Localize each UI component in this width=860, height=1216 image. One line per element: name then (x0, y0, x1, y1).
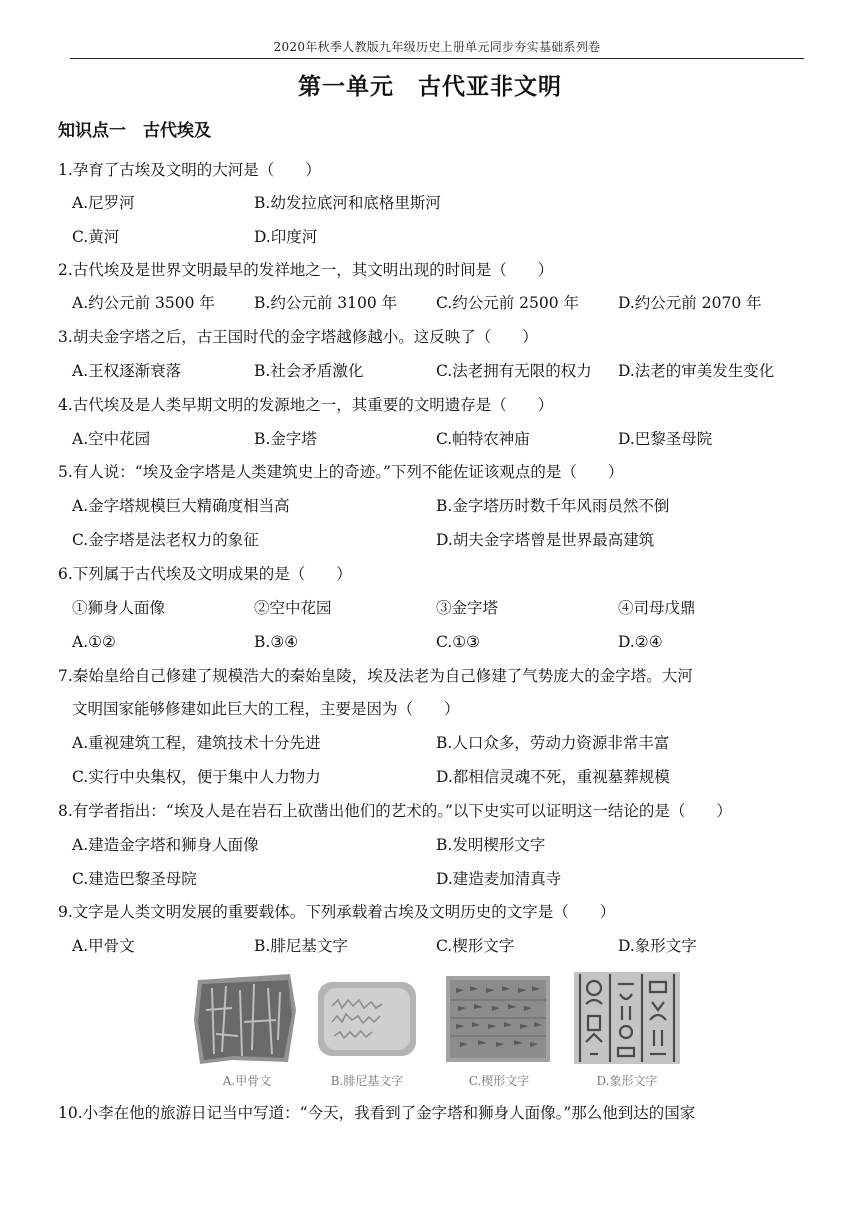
option-c: C.金字塔是法老权力的象征 (72, 531, 259, 549)
option-c: C.实行中央集权，便于集中人力物力 (72, 768, 321, 786)
question-stem: 5.有人说：“埃及金字塔是人类建筑史上的奇迹。”下列不能佐证该观点的是（ ） (58, 463, 624, 481)
option-d: D.胡夫金字塔曾是世界最高建筑 (436, 531, 655, 549)
option-b: B.发明楔形文字 (436, 836, 546, 854)
option-d: D.巴黎圣母院 (618, 430, 713, 448)
option-a: A.建造金字塔和狮身人面像 (72, 836, 259, 854)
option-c: C.楔形文字 (436, 937, 515, 955)
option-a: A.尼罗河 (72, 194, 135, 212)
option-c: C.法老拥有无限的权力 (436, 362, 592, 380)
question-stem: 2.古代埃及是世界文明最早的发祥地之一，其文明出现的时间是（ ） (58, 261, 554, 279)
figure-caption: D.象形文字 (596, 1074, 658, 1088)
option-b: B.幼发拉底河和底格里斯河 (254, 194, 441, 212)
option-a: A.金字塔规模巨大精确度相当高 (72, 497, 290, 515)
statement-1: ①狮身人面像 (72, 599, 166, 617)
cuneiform-tablet-image (444, 970, 554, 1066)
option-d: D.都相信灵魂不死，重视墓葬规模 (436, 768, 670, 786)
option-b: B.金字塔 (254, 430, 317, 448)
figure-caption: B.腓尼基文字 (330, 1074, 404, 1088)
option-d: D.象形文字 (618, 937, 697, 955)
option-b: B.腓尼基文字 (254, 937, 348, 955)
option-c: C.约公元前 2500 年 (436, 294, 580, 312)
option-b: B.约公元前 3100 年 (254, 294, 398, 312)
statement-3: ③金字塔 (436, 599, 499, 617)
option-a: A.空中花园 (72, 430, 151, 448)
question-stem: 8.有学者指出：“埃及人是在岩石上砍凿出他们的艺术的。”以下史实可以证明这一结论的是（ ） (58, 802, 732, 820)
script-illustrations (192, 970, 682, 1092)
option-a: A.甲骨文 (72, 937, 135, 955)
question-stem: 3.胡夫金字塔之后，古王国时代的金字塔越修越小。这反映了（ ） (58, 328, 538, 346)
question-stem: 10.小李在他的旅游日记当中写道：“今天，我看到了金字塔和狮身人面像。”那么他到达的国家 (58, 1104, 696, 1122)
option-d: D.约公元前 2070 年 (618, 294, 762, 312)
option-d: D.印度河 (254, 228, 318, 246)
statement-2: ②空中花园 (254, 599, 332, 617)
figure-caption: A.甲骨文 (222, 1074, 272, 1088)
question-stem: 7.秦始皇给自己修建了规模浩大的秦始皇陵，埃及法老为自己修建了气势庞大的金字塔。大河 (58, 667, 693, 685)
option-c: C.黄河 (72, 228, 120, 246)
option-b: B.社会矛盾激化 (254, 362, 364, 380)
option-d: D.建造麦加清真寺 (436, 870, 562, 888)
hieroglyph-script-figure (572, 970, 682, 1092)
option-b: B.金字塔历时数千年风雨员然不倒 (436, 497, 670, 515)
option-d: D.②④ (618, 633, 663, 651)
phoenician-tablet-image (312, 970, 422, 1066)
figure-caption: C.楔形文字 (468, 1074, 530, 1088)
question-stem: 1.孕育了古埃及文明的大河是（ ） (58, 161, 321, 179)
option-c: C.建造巴黎圣母院 (72, 870, 197, 888)
option-c: C.①③ (436, 633, 481, 651)
unit-title: 第一单元 古代亚非文明 (298, 74, 562, 100)
option-a: A.重视建筑工程，建筑技术十分先进 (72, 734, 321, 752)
question-stem: 4.古代埃及是人类早期文明的发源地之一，其重要的文明遗存是（ ） (58, 396, 554, 414)
oracle-bone-image (192, 970, 302, 1066)
option-b: B.③④ (254, 633, 299, 651)
question-stem: 6.下列属于古代埃及文明成果的是（ ） (58, 565, 352, 583)
question-stem-continued: 文明国家能够修建如此巨大的工程，主要是因为（ ） (72, 700, 460, 718)
oracle-bone-script-figure (192, 970, 302, 1092)
question-stem: 9.文字是人类文明发展的重要载体。下列承载着古埃及文明历史的文字是（ ） (58, 903, 616, 921)
header-rule (70, 58, 804, 59)
cuneiform-script-figure (444, 970, 554, 1092)
statement-4: ④司母戊鼎 (618, 599, 696, 617)
option-d: D.法老的审美发生变化 (618, 362, 775, 380)
phoenician-script-figure (312, 970, 422, 1092)
option-a: A.约公元前 3500 年 (72, 294, 215, 312)
option-b: B.人口众多，劳动力资源非常丰富 (436, 734, 670, 752)
hieroglyph-stone-image (572, 970, 682, 1066)
running-header: 2020年秋季人教版九年级历史上册单元同步夯实基础系列卷 (273, 40, 601, 54)
option-c: C.帕特农神庙 (436, 430, 530, 448)
section-heading: 知识点一 古代埃及 (58, 121, 211, 141)
option-a: A.王权逐渐衰落 (72, 362, 182, 380)
option-a: A.①② (72, 633, 116, 651)
